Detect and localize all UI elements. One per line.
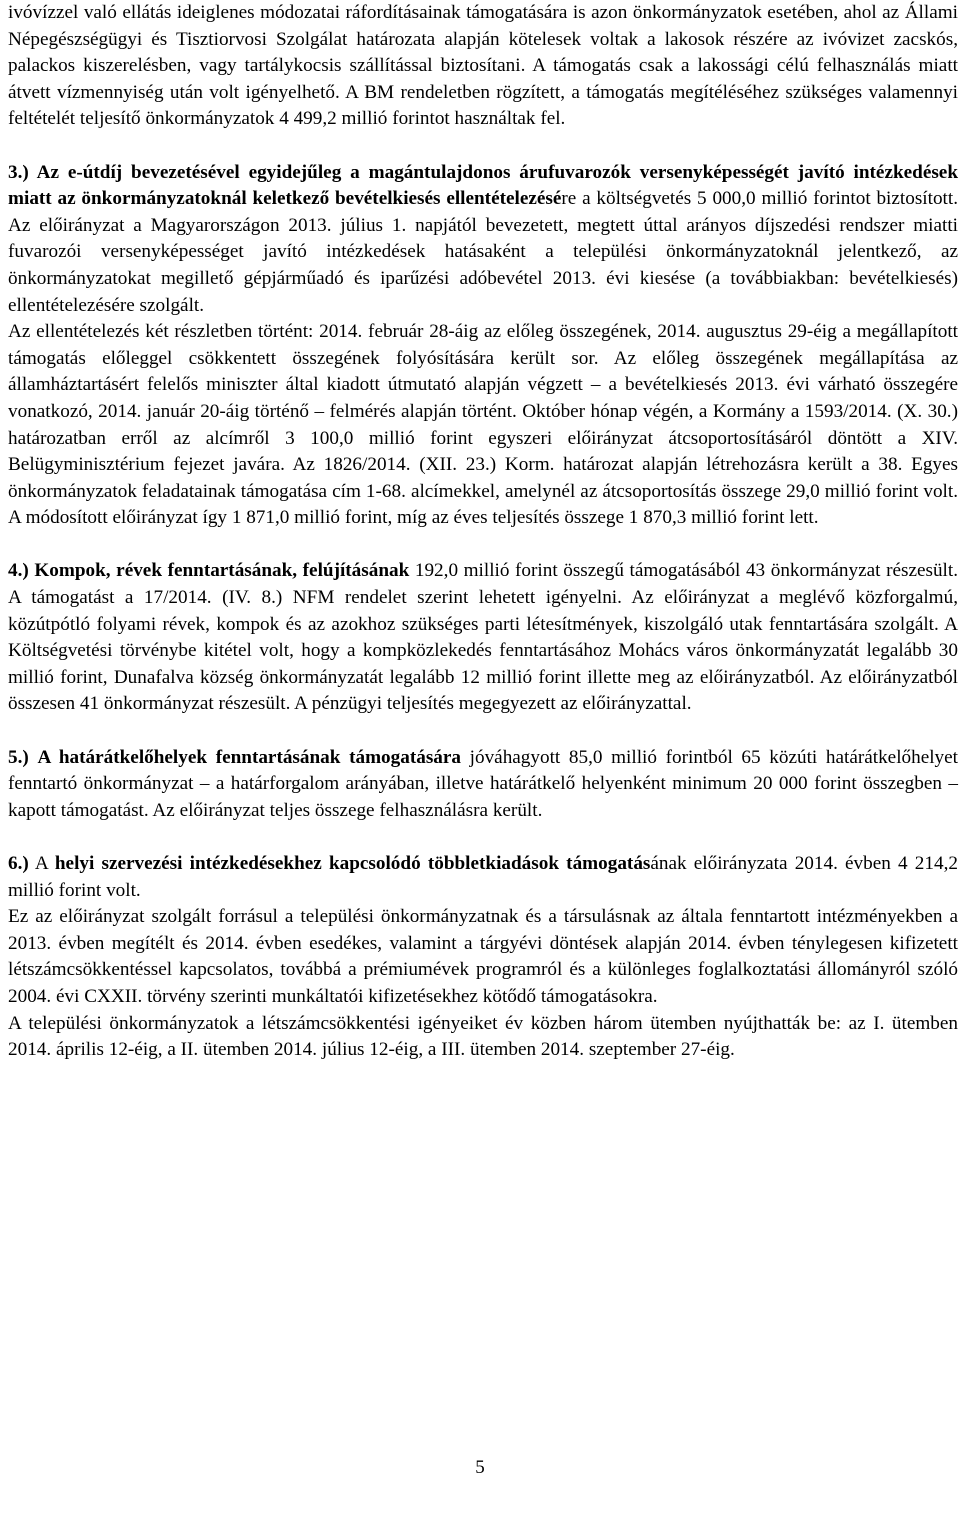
section-5-text: jóváhagyott 85,0 millió forintból 65 közúti határátkelőhelyet fenntartó önkormányzat – a határforgalom arányában, illetve határátkelő helyenként minimum 20 000 forint összegben – kapott támogatást. Az előirányzat teljes összege felhasználásra került. — [8, 746, 958, 821]
section-4-text: 192,0 millió forint összegű támogatásából 43 önkormányzat részesült. A támogatást a 17/2014. (IV. 8.) NFM rendelet szerint lehetett igényelni. Az előirányzat a meglévő közforgalmú, közútpótló folyami révek, kompok és az azokhoz szükséges parti létesítmények, kiszolgáló utak fenntartására szolgált. A Költségvetési törvénybe kitétel volt, hogy a kompközlekedés fenntartásához Mohács város önkormányzatát legalább 30 millió forint, Dunafalva község önkormányzatát legalább 12 millió forint illette meg az előirányzatból. Az előirányzatból összesen 41 önkormányzat részesült. A pénzügyi teljesítés megegyezett az előirányzattal. — [8, 560, 958, 715]
section-3-text: re a költségvetés 5 000,0 millió forintot biztosított. Az előirányzat a Magyarországon 2013. július 1. napjától bevezetett, megtett úttal arányos díjszedési rendszer miatti fuvarozói versenyképességet javító intézkedések hatásaként a települési önkormányzatoknál jelentkező, az önkormányzatokat megillető gépjárműadó és iparűzési adóbevétel 2013. évi kiesése (a továbbiakban: bevételkiesés) ellentételezésére szolgált. — [8, 188, 959, 316]
section-3-number: 3.) — [8, 161, 29, 183]
section-3-heading: Az e-útdíj bevezetésével egyidejűleg a magántulajdonos árufuvarozók versenyképességét javító intézkedések miatt az önkormányzatoknál keletkező bevételkiesés ellentételezésé — [8, 161, 958, 210]
spacer — [8, 133, 958, 160]
section-4-paragraph — [8, 558, 958, 718]
section-6-lead: A — [28, 853, 55, 874]
section-3-paragraph-2: Az ellentételezés két részletben történt: 2014. február 28-áig az előleg összegének, 2014. augusztus 29-éig a megállapított támogatás előleggel csökkentett összegének folyósítására került sor. Az előleg összegének megállapítása az államháztartásért felelős miniszter által kiadott útmutató alapján végzett – a bevételkiesés 2013. évi várható összegére vonatkozó, 2014. január 20-áig történő – felmérés alapján történt. Október hónap végén, a Kormány a 1593/2014. (X. 30.) határozatban erről az alcímről 3 100,0 millió forint egyszeri előirányzat átcsoportosításáról döntött a XIV. Belügyminisztérium fejezet javára. Az 1826/2014. (XII. 23.) Korm. határozat alapján létrehozásra került a 38. Egyes önkormányzatok feladatainak támogatása cím 1-68. alcímekkel, amelynél az átcsoportosítás összege 29,0 millió forint volt. A módosított előirányzat így 1 871,0 millió forint, míg az éves teljesítés összege 1 870,3 millió forint lett. — [8, 321, 958, 529]
section-3-paragraph — [8, 160, 958, 320]
spacer — [8, 532, 958, 559]
section-6-heading: helyi szervezési intézkedésekhez kapcsolódó többletkiadások támogatás — [54, 853, 651, 874]
document-page — [8, 0, 958, 1064]
section-6-text: ának előirányzata 2014. évben 4 214,2 millió forint volt. — [8, 853, 958, 901]
section-6-paragraph-2: Ez az előirányzat szolgált forrásul a települési önkormányzatnak és a társulásnak az általa fenntartott intézményekben a 2013. évben megítélt és 2014. évben esedékes, valamint a tárgyévi döntések alapján 2014. évben ténylegesen kifizetett létszámcsökkentéssel kapcsolatos, továbbá a prémiumévek programról és a különleges foglalkoztatási állományról szóló 2004. évi CXXII. törvény szerinti munkáltatói kifizetésekhez kötődő támogatásokra. — [8, 906, 958, 1007]
section-5-heading: A határátkelőhelyek fenntartásának támogatására — [37, 746, 461, 768]
section-4-heading: Kompok, révek fenntartásának, felújításának — [34, 560, 410, 582]
intro-paragraph: ivóvízzel való ellátás ideiglenes módozatai ráfordításainak támogatására is azon önkormányzatok esetében, ahol az Állami Népegészségügyi és Tisztiorvosi Szolgálat határozata alapján kötelesek voltak a lakosok részére az ivóvizet zacskós, palackos kiszerelésben, vagy tartálykocsis szállítással biztosítani. A támogatás csak a lakossági célú felhasználás miatt átvett vízmennyiség után volt igényelhető. A BM rendeletben rögzített, a támogatás megítéléséhez szükséges valamennyi feltételét teljesítő önkormányzatok 4 499,2 millió forintot használtak fel. — [8, 2, 958, 130]
section-6-number: 6.) — [8, 853, 29, 874]
section-4-number: 4.) — [8, 560, 29, 582]
section-6-paragraph-3: A települési önkormányzatok a létszámcsökkentési igényeiket év közben három ütemben nyújthatták be: az I. ütemben 2014. április 12-éig, a II. ütemben 2014. július 12-éig, a III. ütemben 2014. szeptember 27-éig. — [8, 1012, 958, 1061]
spacer — [8, 718, 958, 745]
section-6-paragraph — [8, 851, 958, 904]
section-5-number: 5.) — [8, 746, 29, 768]
page-number: 5 — [475, 1457, 485, 1478]
section-5-paragraph — [8, 745, 958, 825]
spacer — [8, 824, 958, 851]
